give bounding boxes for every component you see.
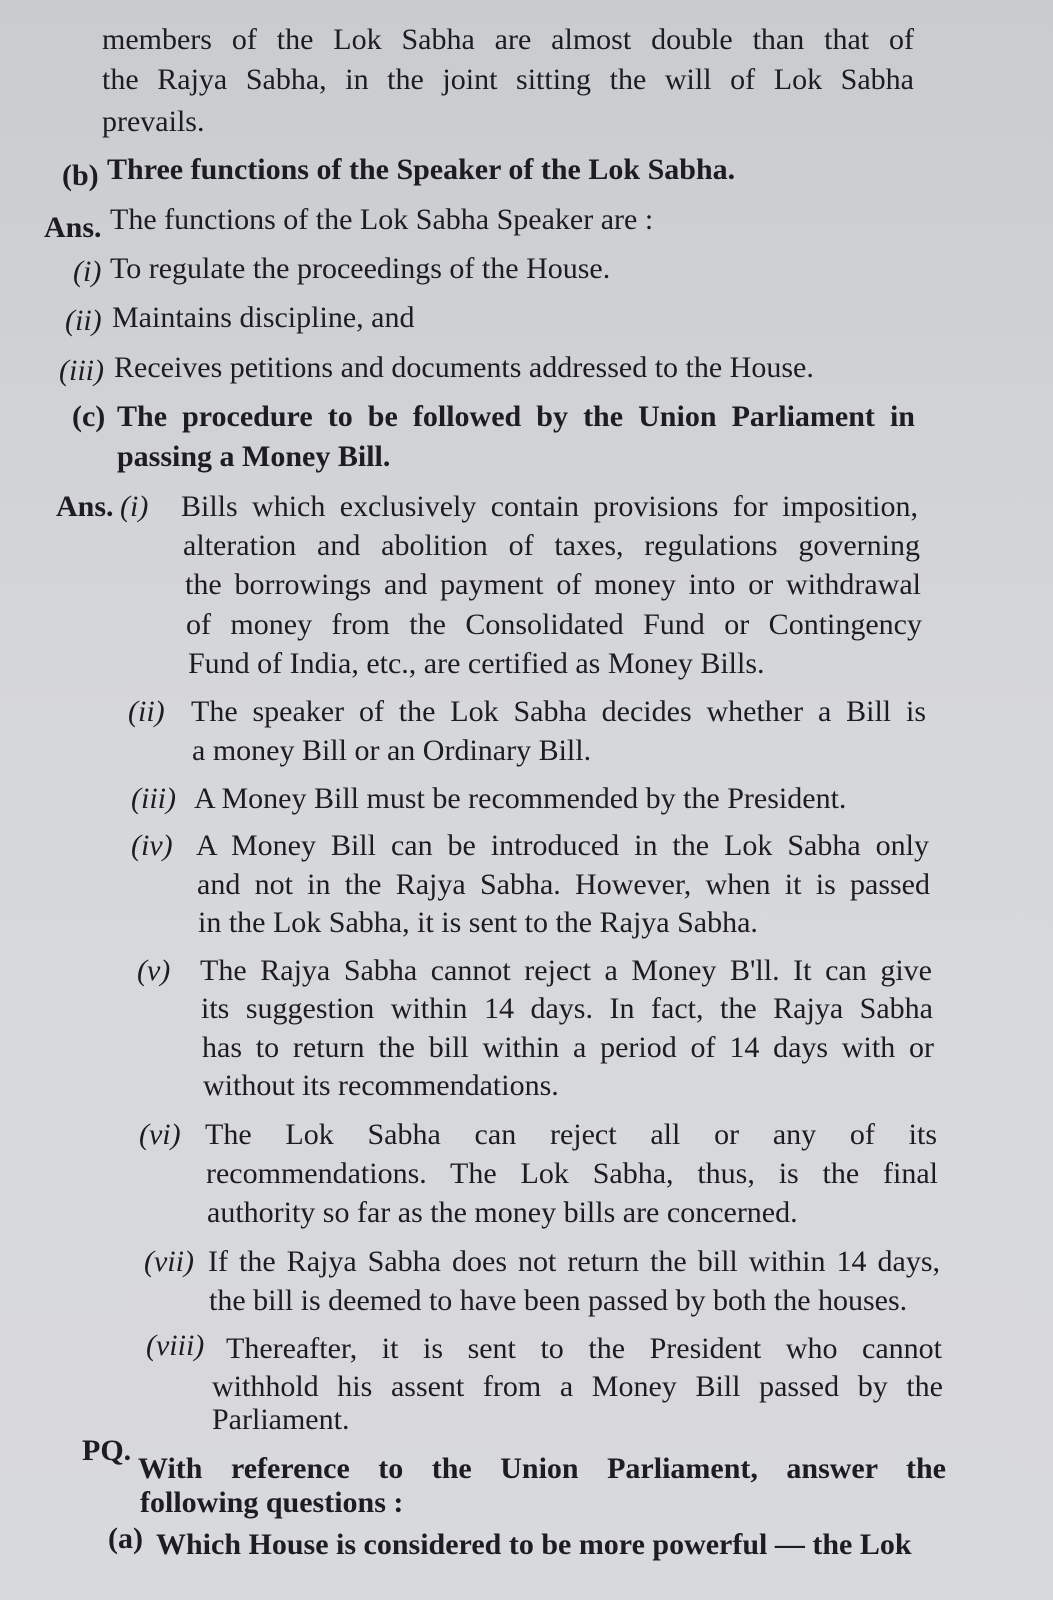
answer-c-item-5-line-2: its suggestion within 14 days. In fact, the Rajya Sabha [201,992,933,1025]
answer-b-item-1-text: To regulate the proceedings of the House. [110,252,611,285]
answer-c-item-5-line-1: The Rajya Sabha cannot reject a Money B'll. It can give [200,954,932,987]
answer-c-label: Ans. [56,490,114,523]
answer-c-item-1-line-3: the borrowings and payment of money into or withdrawal [185,568,921,601]
answer-c-item-4-line-2: and not in the Rajya Sabha. However, when it is passed [197,868,930,901]
answer-c-item-6-line-3: authority so far as the money bills are concerned. [207,1196,798,1229]
answer-c-item-1-line-5: Fund of India, etc., are certified as Money Bills. [188,647,765,680]
answer-c-item-4-num: (iv) [131,829,173,862]
answer-c-item-1-line-4: of money from the Consolidated Fund or Contingency [186,608,922,641]
pq-label: PQ. [82,1434,132,1467]
answer-c-item-3-line-1: A Money Bill must be recommended by the President. [194,782,847,815]
answer-b-item-2-text: Maintains discipline, and [112,301,415,334]
answer-b-label: Ans. [44,211,102,244]
answer-c-item-3-num: (iii) [131,782,176,815]
answer-c-item-5-line-4: without its recommendations. [203,1069,559,1102]
question-b-label: (b) [62,159,99,192]
answer-c-item-5-num: (v) [137,954,171,987]
answer-c-item-4-line-3: in the Lok Sabha, it is sent to the Rajya Sabha. [198,906,758,939]
question-c-title-line-2: passing a Money Bill. [117,440,391,473]
answer-b-item-1-num: (i) [73,255,102,288]
question-c-label: (c) [72,400,106,433]
answer-c-item-2-line-2: a money Bill or an Ordinary Bill. [192,734,592,767]
pq-sub-a-label: (a) [108,1522,143,1555]
question-c-title-line-1: The procedure to be followed by the Union Parliament in [117,400,915,433]
answer-c-item-8-line-1: Thereafter, it is sent to the President who cannot [226,1332,942,1365]
answer-b-item-3-text: Receives petitions and documents addressed to the House. [114,351,814,384]
answer-c-item-5-line-3: has to return the bill within a period of 14 days with or [202,1031,934,1064]
answer-c-item-1-line-1: Bills which exclusively contain provisions for imposition, [181,490,918,523]
answer-b-item-3-num: (iii) [59,354,104,387]
pq-line-2: following questions : [140,1486,404,1519]
answer-c-item-1-num: (i) [120,490,149,523]
answer-c-item-6-line-1: The Lok Sabha can reject all or any of its [205,1118,937,1151]
intro-line-3: prevails. [102,105,205,138]
question-b-title: Three functions of the Speaker of the Lok Sabha. [107,153,736,186]
answer-c-item-6-num: (vi) [139,1118,181,1151]
answer-c-item-2-num: (ii) [128,695,165,728]
answer-c-item-8-line-2: withhold his assent from a Money Bill passed by the [212,1370,943,1403]
answer-c-item-7-line-1: If the Rajya Sabha does not return the bill within 14 days, [208,1245,940,1278]
answer-b-intro: The functions of the Lok Sabha Speaker are : [110,203,654,236]
pq-sub-a-text: Which House is considered to be more powerful — the Lok [156,1528,912,1561]
intro-line-1: members of the Lok Sabha are almost double than that of [102,23,914,56]
answer-c-item-8-line-3: Parliament. [212,1403,350,1436]
answer-c-item-7-num: (vii) [144,1245,194,1278]
answer-c-item-6-line-2: recommendations. The Lok Sabha, thus, is the final [206,1157,938,1190]
answer-c-item-4-line-1: A Money Bill can be introduced in the Lok Sabha only [196,829,929,862]
answer-c-item-7-line-2: the bill is deemed to have been passed by both the houses. [209,1284,908,1317]
answer-c-item-2-line-1: The speaker of the Lok Sabha decides whether a Bill is [191,695,926,728]
answer-c-item-8-num: (viii) [146,1329,205,1362]
pq-line-1: With reference to the Union Parliament, answer the [138,1452,946,1485]
answer-c-item-1-line-2: alteration and abolition of taxes, regulations governing [183,529,920,562]
answer-b-item-2-num: (ii) [65,304,102,337]
intro-line-2: the Rajya Sabha, in the joint sitting the will of Lok Sabha [102,63,914,96]
